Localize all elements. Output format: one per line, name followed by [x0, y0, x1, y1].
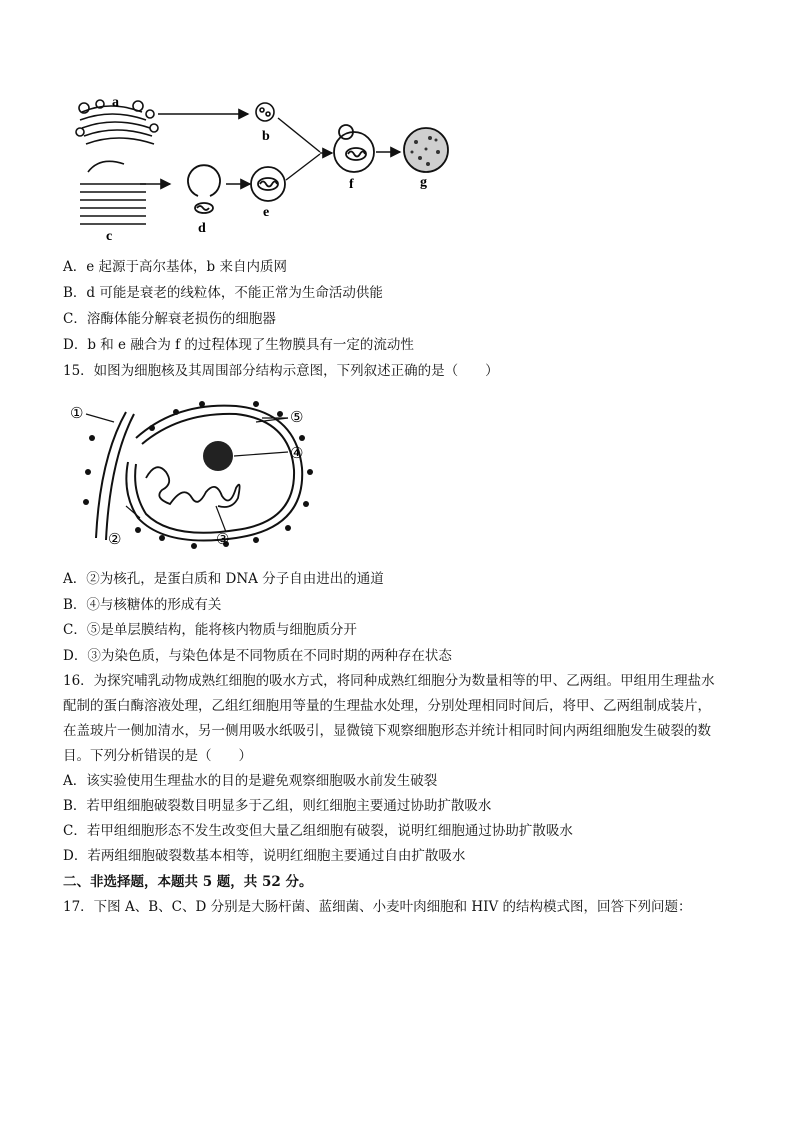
- autolysosome-f: [334, 125, 374, 172]
- label-3: ③: [216, 532, 230, 548]
- chromatin: [146, 467, 240, 507]
- q16-stem-line-4: 目。下列分析错误的是（ ）: [63, 748, 252, 764]
- q16-option-b: B．若甲组细胞破裂数目明显多于乙组，则红细胞主要通过协助扩散吸水: [63, 798, 492, 814]
- q15-option-d: D．③为染色质，与染色体是不同物质在不同时期的两种存在状态: [63, 648, 452, 664]
- label-f: f: [349, 177, 354, 192]
- q15-option-b: B．④与核糖体的形成有关: [63, 597, 222, 613]
- nucleolus: [203, 441, 233, 471]
- label-g: g: [420, 175, 427, 190]
- label-c: c: [106, 229, 113, 242]
- q14-option-b: B．d 可能是衰老的线粒体，不能正常为生命活动供能: [63, 285, 383, 301]
- label-1: ①: [70, 406, 84, 422]
- endoplasmic-reticulum: [80, 161, 146, 224]
- q16-option-c: C．若甲组细胞形态不发生改变但大量乙组细胞有破裂，说明红细胞通过协助扩散吸水: [63, 823, 573, 839]
- q17-stem: 17．下图 A、B、C、D 分别是大肠杆菌、蓝细菌、小麦叶肉细胞和 HIV 的结构模式图，回答下列问题：: [63, 899, 692, 915]
- endoplasmic-reticulum: [96, 412, 134, 540]
- residual-body-g: [404, 128, 448, 172]
- phagophore-d: [188, 165, 220, 213]
- q15-stem: 15．如图为细胞核及其周围部分结构示意图，下列叙述正确的是（ ）: [63, 363, 499, 379]
- autophagosome-e: [251, 167, 285, 201]
- nucleus-structure-diagram: [66, 398, 326, 556]
- label-5: ⑤: [290, 410, 304, 426]
- q15-option-a: A．②为核孔，是蛋白质和 DNA 分子自由进出的通道: [63, 571, 384, 587]
- organelle-autophagy-diagram: [70, 92, 470, 242]
- vesicle-b: [256, 103, 274, 121]
- label-2: ②: [108, 532, 122, 548]
- label-b: b: [262, 129, 270, 144]
- q16-stem-line-2: 配制的蛋白酶溶液处理，乙组红细胞用等量的生理盐水处理，分别处理相同时间后，将甲、乙两组制成装片，: [63, 698, 711, 714]
- q14-option-a: A．e 起源于高尔基体，b 来自内质网: [63, 259, 287, 275]
- q14-option-d: D．b 和 e 融合为 f 的过程体现了生物膜具有一定的流动性: [63, 337, 414, 353]
- q16-stem-line-1: 16．为探究哺乳动物成熟红细胞的吸水方式，将同种成熟红细胞分为数量相等的甲、乙两组。甲组用生理盐水: [63, 673, 715, 689]
- label-e: e: [263, 205, 270, 220]
- label-4: ④: [290, 446, 304, 462]
- q14-option-c: C．溶酶体能分解衰老损伤的细胞器: [63, 311, 276, 327]
- q16-option-a: A．该实验使用生理盐水的目的是避免观察细胞吸水前发生破裂: [63, 773, 438, 789]
- label-d: d: [198, 221, 206, 236]
- q15-option-c: C．⑤是单层膜结构，能将核内物质与细胞质分开: [63, 622, 357, 638]
- label-a: a: [112, 95, 119, 110]
- ribosomes: [83, 401, 313, 549]
- q16-option-d: D．若两组细胞破裂数基本相等，说明红细胞主要通过自由扩散吸水: [63, 848, 466, 864]
- q16-stem-line-3: 在盖玻片一侧加清水，另一侧用吸水纸吸引，显微镜下观察细胞形态并统计相同时间内两组细胞发生破裂的数: [63, 723, 711, 739]
- section-2-heading: 二、非选择题，本题共 5 题，共 52 分。: [63, 874, 313, 890]
